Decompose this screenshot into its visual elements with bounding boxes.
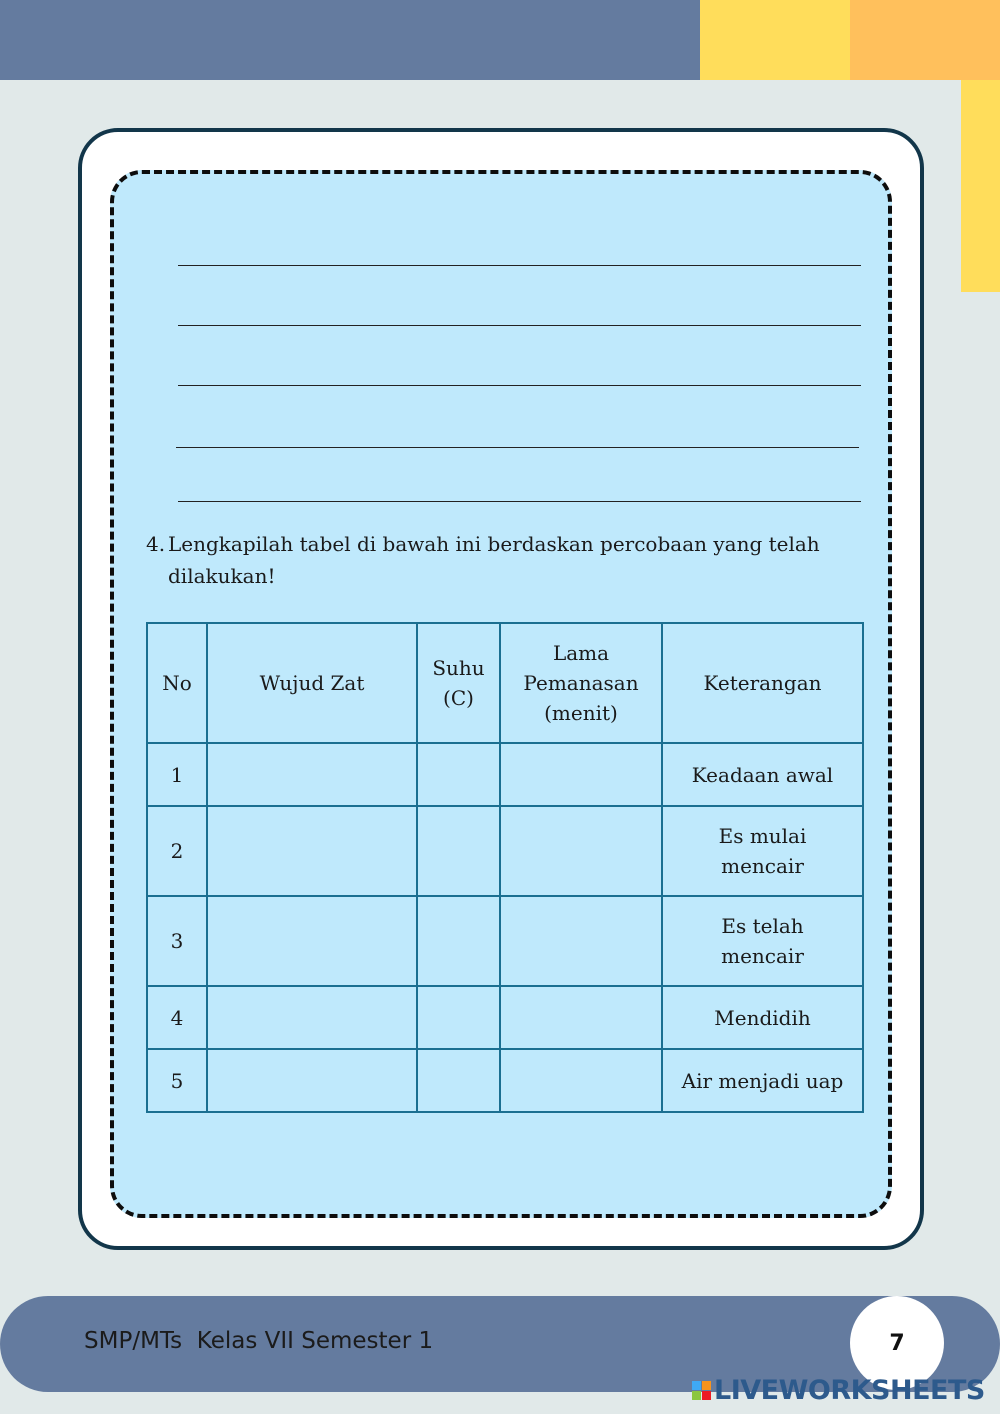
cell-no: 3 xyxy=(147,896,207,986)
question-number: 4. xyxy=(146,532,166,556)
cell-keterangan: Es telah mencair xyxy=(662,896,863,986)
header-lama-pemanasan: Lama Pemanasan (menit) xyxy=(500,623,662,743)
cell-no: 2 xyxy=(147,806,207,896)
answer-line-3[interactable] xyxy=(178,385,861,386)
liveworksheets-watermark xyxy=(692,1374,985,1406)
cell-suhu-input[interactable] xyxy=(417,1049,500,1112)
header-suhu: Suhu (C) xyxy=(417,623,500,743)
question-4 xyxy=(146,528,846,592)
table-row xyxy=(147,806,863,896)
header-wujud-zat: Wujud Zat xyxy=(207,623,417,743)
top-orange-accent xyxy=(850,0,1000,80)
cell-keterangan: Mendidih xyxy=(662,986,863,1049)
header-no: No xyxy=(147,623,207,743)
cell-lama-pemanasan-input[interactable] xyxy=(500,806,662,896)
cell-suhu-input[interactable] xyxy=(417,896,500,986)
cell-no: 5 xyxy=(147,1049,207,1112)
cell-wujud-zat-input[interactable] xyxy=(207,896,417,986)
top-yellow-accent xyxy=(700,0,850,80)
liveworksheets-logo-icon xyxy=(692,1381,711,1400)
cell-wujud-zat-input[interactable] xyxy=(207,743,417,806)
cell-wujud-zat-input[interactable] xyxy=(207,1049,417,1112)
table-row xyxy=(147,743,863,806)
cell-no: 4 xyxy=(147,986,207,1049)
cell-keterangan: Keadaan awal xyxy=(662,743,863,806)
answer-line-5[interactable] xyxy=(178,501,861,502)
cell-lama-pemanasan-input[interactable] xyxy=(500,743,662,806)
answer-line-2[interactable] xyxy=(178,325,861,326)
footer-label: SMP/MTs Kelas VII Semester 1 xyxy=(84,1328,434,1354)
cell-keterangan: Es mulai mencair xyxy=(662,806,863,896)
table-row xyxy=(147,986,863,1049)
cell-suhu-input[interactable] xyxy=(417,743,500,806)
answer-line-4[interactable] xyxy=(176,447,859,448)
table-row xyxy=(147,1049,863,1112)
question-text: Lengkapilah tabel di bawah ini berdaskan percobaan yang telah dilakukan! xyxy=(168,532,820,588)
liveworksheets-text: LIVEWORKSHEETS xyxy=(714,1374,985,1406)
experiment-table xyxy=(146,622,864,1113)
cell-lama-pemanasan-input[interactable] xyxy=(500,1049,662,1112)
top-header-band xyxy=(0,0,700,80)
cell-wujud-zat-input[interactable] xyxy=(207,986,417,1049)
cell-keterangan: Air menjadi uap xyxy=(662,1049,863,1112)
cell-wujud-zat-input[interactable] xyxy=(207,806,417,896)
table-header-row xyxy=(147,623,863,743)
side-yellow-accent xyxy=(961,80,1000,292)
page-number: 7 xyxy=(889,1330,905,1356)
cell-suhu-input[interactable] xyxy=(417,986,500,1049)
table-row xyxy=(147,896,863,986)
cell-lama-pemanasan-input[interactable] xyxy=(500,896,662,986)
header-keterangan: Keterangan xyxy=(662,623,863,743)
cell-lama-pemanasan-input[interactable] xyxy=(500,986,662,1049)
cell-no: 1 xyxy=(147,743,207,806)
cell-suhu-input[interactable] xyxy=(417,806,500,896)
answer-line-1[interactable] xyxy=(178,265,861,266)
